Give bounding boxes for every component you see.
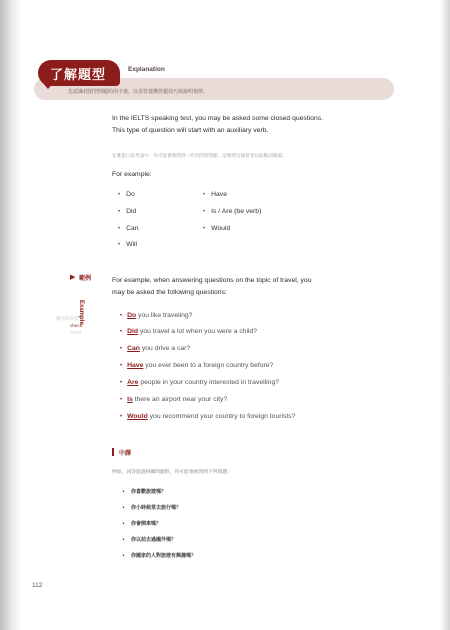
bullet-icon: • [122,537,125,543]
bullet-icon: • [203,209,206,215]
translation-question: • 你國家的人對旅遊有興趣嗎？ [122,553,196,559]
bullet-icon: • [120,313,123,319]
example-question: • Do you like traveling? [120,312,193,319]
example-question: • Would you recommend your country to foreign tourists? [120,413,296,420]
bullet-icon: • [122,489,125,495]
page-number: 112 [32,582,43,589]
checkbox-icon[interactable]: □□□ [70,330,83,336]
translation-question: • 你會開車嗎？ [122,521,161,527]
example-question: • Is there an airport near your city? [120,396,228,403]
aux-verb-item: • Will [118,241,138,248]
bullet-icon: • [122,553,125,559]
for-example-label: For example: [112,171,152,178]
page-edge-shadow-right [440,0,450,630]
aux-verb-item: • Would [203,225,231,232]
example-vertical-label: Example [78,300,84,325]
aux-verb-item: • Have [203,191,227,198]
intro-translation: 在雅思口說考試中，你可能會被問到一些封閉型問題，這類問句通常會以助動詞開頭。 [112,154,287,159]
section-marker-icon [112,448,114,456]
check-label: check: [70,323,84,328]
bullet-icon: • [118,192,121,198]
example-side-label: 範例 [79,275,92,282]
bullet-icon: • [118,209,121,215]
example-side-note: 練習與核對 [56,317,79,322]
translation-intro: 例如，回答旅遊相關問題時，你可能會被問到下列問題： [112,470,232,475]
header-subtitle: 先認識封閉型問題的用字後，以表答建構答題技巧與說明規律。 [68,89,209,95]
bullet-icon: • [120,397,123,403]
bullet-icon: • [120,414,123,420]
bullet-icon: • [203,192,206,198]
triangle-arrow-icon: ▶ [70,274,76,281]
bullet-icon: • [120,363,123,369]
bullet-icon: • [122,521,125,527]
speech-bubble-tail-icon [42,82,54,89]
translation-title: 中譯 [119,450,132,457]
bullet-icon: • [118,226,121,232]
aux-verb-item: • Do [118,191,135,198]
section-label: Explanation [128,66,165,73]
translation-question: • 你喜歡旅遊嗎？ [122,489,166,495]
translation-question: • 你小時候常去旅行嗎？ [122,505,181,511]
section-title: 了解題型 [50,68,107,83]
translation-question: • 你以前去過國外嗎？ [122,537,176,543]
example-question: • Can you drive a car? [120,345,191,352]
bullet-icon: • [120,346,123,352]
bullet-icon: • [118,242,121,248]
aux-verb-item: • Can [118,225,139,232]
intro-line-1: In the IELTS speaking test, you may be asked some closed questions. [112,115,324,122]
example-question: • Have you ever been to a foreign country before? [120,362,274,369]
aux-verb-item: • Is / Are (be verb) [203,208,262,215]
example-line-1: For example, when answering questions on the topic of travel, you [112,277,312,284]
bullet-icon: • [203,226,206,232]
bullet-icon: • [122,505,125,511]
aux-verb-item: • Did [118,208,137,215]
example-question: • Are people in your country interested in travelling? [120,379,280,386]
bullet-icon: • [120,380,123,386]
example-question: • Did you travel a lot when you were a child? [120,328,258,335]
example-line-2: may be asked the following questions: [112,289,227,296]
bullet-icon: • [120,329,123,335]
intro-line-2: This type of question will start with an auxiliary verb. [112,127,269,134]
page-edge-shadow-left [0,0,22,630]
